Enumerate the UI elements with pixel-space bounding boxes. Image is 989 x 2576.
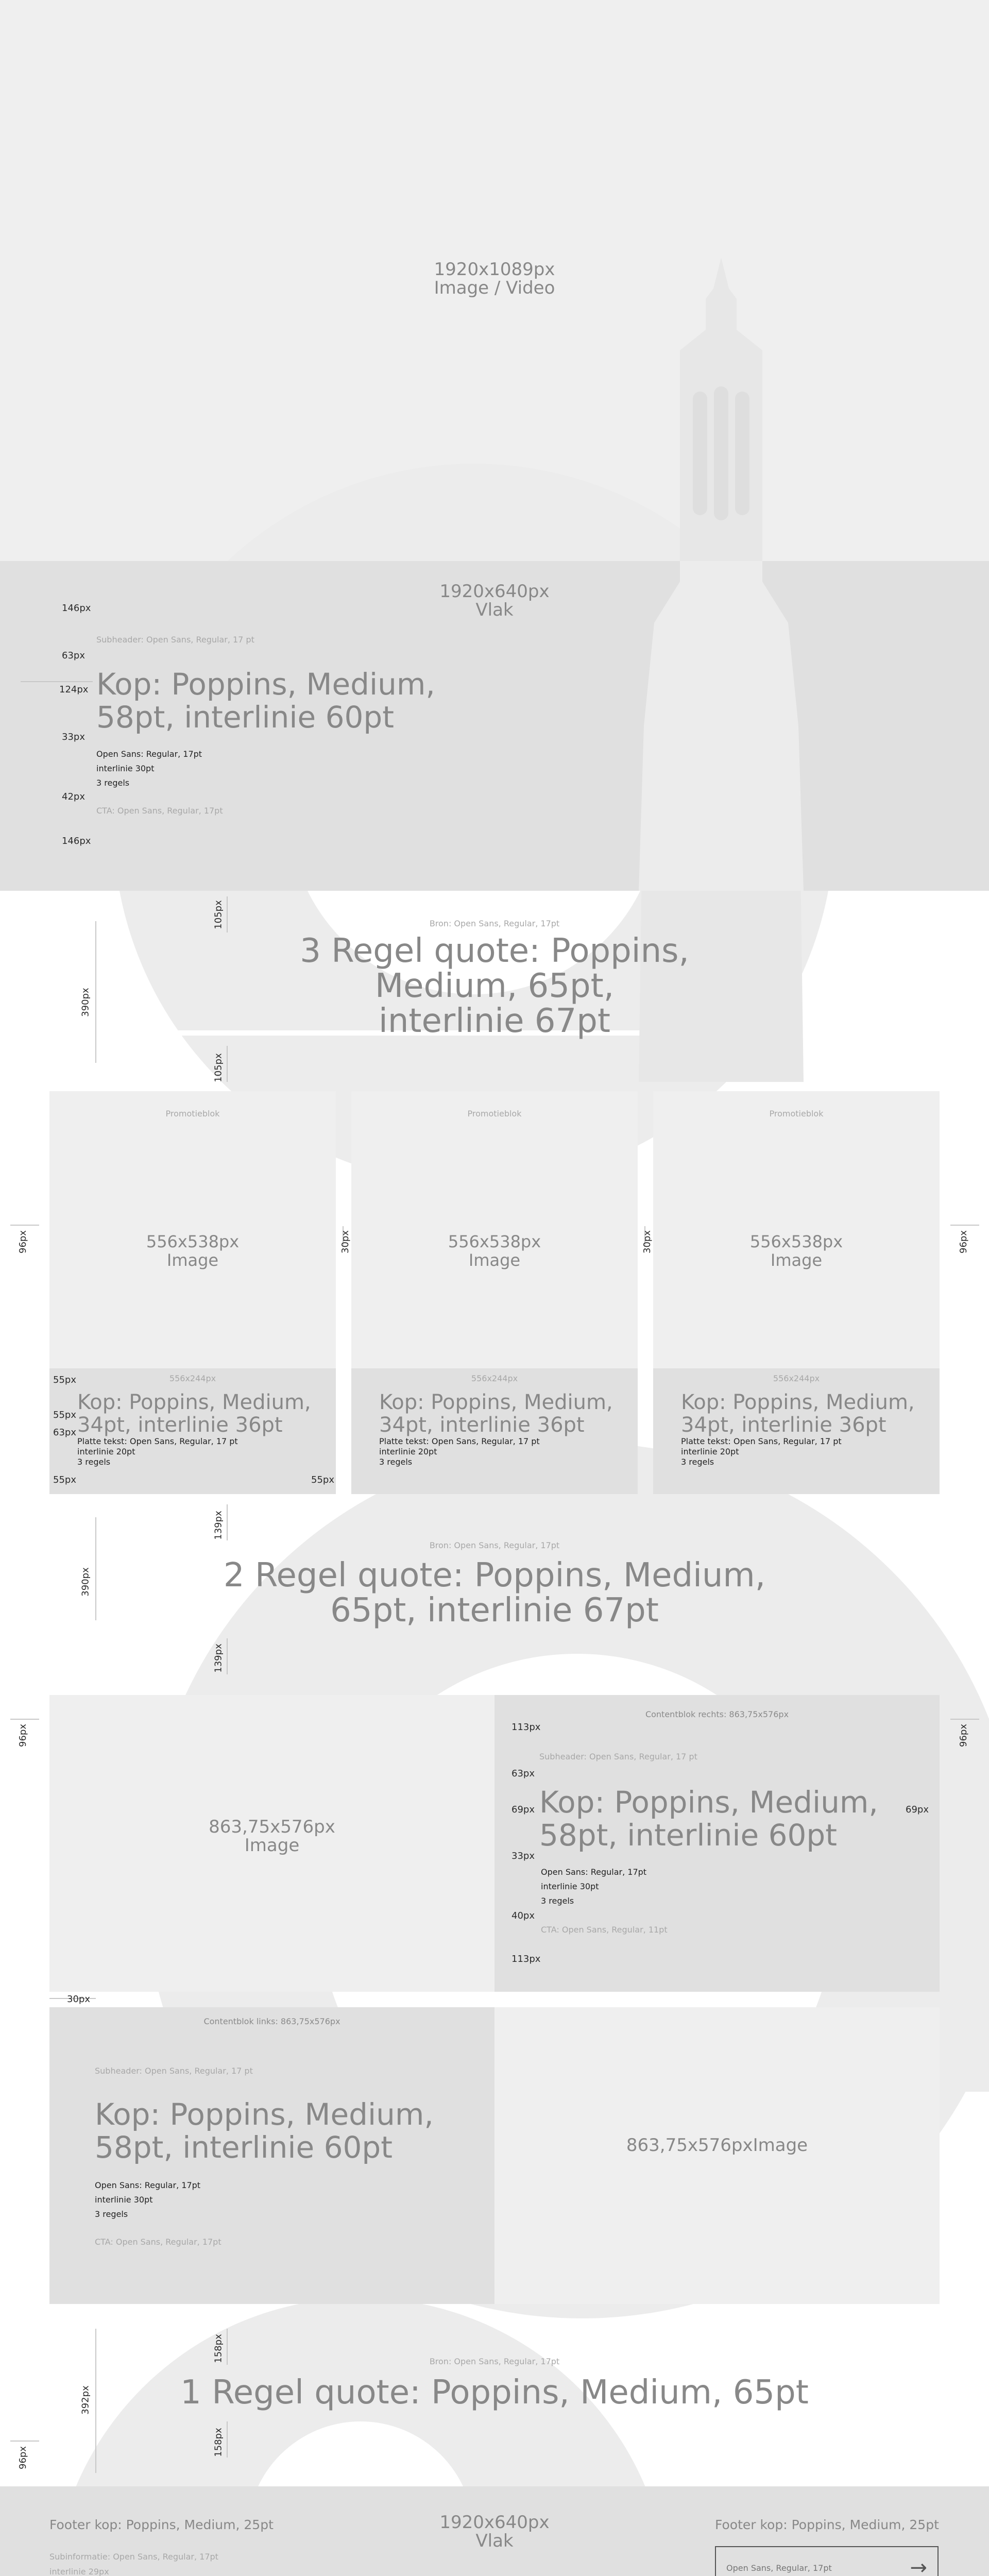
banner-body-line: 3 regels (96, 778, 130, 788)
content-right-cta[interactable]: CTA: Open Sans, Regular, 11pt (541, 1925, 668, 1935)
promo-card[interactable] (49, 1091, 336, 1368)
promo-title: Kop: Poppins, Medium, 34pt, interlinie 36pt (77, 1391, 311, 1437)
dim-label: 63px (53, 1427, 76, 1438)
promo-body (379, 1436, 540, 1467)
dim-label: 139px (213, 1643, 224, 1673)
banner-body (96, 747, 202, 790)
dim-label: 30px (339, 1230, 351, 1253)
content-left-body-line: interlinie 30pt (95, 2195, 153, 2205)
banner-label: Vlak (475, 600, 514, 620)
dim-label: 158px (213, 2334, 224, 2363)
content-right-body (541, 1865, 646, 1908)
footer-size: 1920x640px (439, 2512, 550, 2533)
dim-guide (227, 1504, 228, 1540)
dim-label: 392px (80, 2385, 91, 2415)
dim-guide (227, 2421, 228, 2458)
footer-sub: Subinformatie: Open Sans, Regular, 17pt (49, 2552, 218, 2562)
content-right-title: Kop: Poppins, Medium, 58pt, interlinie 60pt (539, 1785, 878, 1853)
footer-kop-right-1: Footer kop: Poppins, Medium, 25pt (715, 2517, 939, 2532)
content-right-subheader: Subheader: Open Sans, Regular, 17 pt (539, 1752, 697, 1761)
dim-label: 139px (213, 1511, 224, 1540)
dim-label: 33px (62, 732, 85, 742)
dim-label: 96px (958, 1230, 969, 1253)
dim-label: 63px (511, 1768, 535, 1779)
hero-size: 1920x1089px (434, 259, 555, 280)
quote1-text: 1 Regel quote: Poppins, Medium, 65pt (180, 2374, 809, 2412)
content-left-image (494, 2007, 940, 2304)
quote2-source: Bron: Open Sans, Regular, 17pt (429, 1540, 560, 1550)
tower-silhouette-overlay (618, 561, 824, 891)
dim-label: 105px (213, 900, 224, 929)
content-right-body-line: Open Sans: Regular, 17pt (541, 1867, 647, 1877)
dim-label: 96px (17, 1724, 28, 1747)
promo-body-line: interlinie 20pt (379, 1447, 437, 1456)
dim-guide (10, 2441, 39, 2442)
promo-body-line: interlinie 20pt (77, 1447, 135, 1456)
quote2-text: 2 Regel quote: Poppins, Medium, 65pt, interlinie 67pt (223, 1556, 766, 1630)
content-left-cta[interactable]: CTA: Open Sans, Regular, 17pt (95, 2237, 221, 2247)
dim-label: 146px (62, 603, 91, 614)
promo-image-label: Image (166, 1250, 219, 1270)
dim-label: 69px (906, 1804, 929, 1815)
banner-title: Kop: Poppins, Medium, 58pt, interlinie 60pt (96, 667, 435, 735)
content-left-image-label: 863,75x576pxImage (626, 2135, 808, 2156)
dim-label: 113px (511, 1954, 541, 1964)
promo-body-line: 3 regels (77, 1457, 111, 1467)
promo-text-size: 556x244px (773, 1374, 820, 1383)
promo-text-size: 556x244px (471, 1374, 518, 1383)
dim-guide (227, 1046, 228, 1082)
content-right-label: Contentblok rechts: 863,75x576px (645, 1709, 789, 1719)
dim-guide (227, 2329, 228, 2365)
content-left-label: Contentblok links: 863,75x576px (203, 2016, 340, 2026)
footer-list (49, 2549, 218, 2576)
hero-caption (391, 260, 598, 297)
banner-body-line: Open Sans: Regular, 17pt (96, 749, 202, 759)
dim-guide (227, 896, 228, 933)
footer-kop-left: Footer kop: Poppins, Medium, 25pt (49, 2517, 274, 2532)
footer-caption (391, 2513, 598, 2550)
dim-label: 96px (17, 2446, 28, 2469)
dim-label: 96px (958, 1724, 969, 1747)
promo-label: Promotieblok (769, 1109, 824, 1118)
promo-label: Promotieblok (165, 1109, 220, 1118)
newsletter-input[interactable] (726, 2563, 891, 2573)
dim-label: 55px (311, 1475, 334, 1485)
dim-guide (95, 921, 96, 1063)
promo-title: Kop: Poppins, Medium, 34pt, interlinie 36pt (681, 1391, 915, 1437)
promo-body (77, 1436, 238, 1467)
banner-caption (391, 582, 598, 619)
dim-label: 33px (511, 1851, 535, 1861)
dim-guide (95, 1517, 96, 1620)
promo-image-caption (351, 1232, 638, 1269)
dim-label: 96px (17, 1230, 28, 1253)
promo-image-size: 556x538px (448, 1232, 541, 1251)
banner-cta[interactable]: CTA: Open Sans, Regular, 17pt (96, 806, 223, 816)
promo-text-size: 556x244px (169, 1374, 216, 1383)
content-left-body (95, 2178, 200, 2222)
dim-label: 390px (80, 1567, 91, 1597)
dim-guide (21, 681, 93, 682)
dim-label: 390px (80, 988, 91, 1017)
banner-body-line: interlinie 30pt (96, 764, 155, 773)
promo-body-line: Platte tekst: Open Sans, Regular, 17 pt (379, 1436, 540, 1446)
promo-label: Promotieblok (467, 1109, 522, 1118)
dim-guide (227, 1638, 228, 1674)
content-right-body-line: interlinie 30pt (541, 1882, 599, 1891)
promo-body-line: 3 regels (379, 1457, 413, 1467)
promo-card[interactable] (653, 1091, 940, 1368)
promo-body (681, 1436, 842, 1467)
banner-subheader: Subheader: Open Sans, Regular, 17 pt (96, 635, 254, 645)
dim-label: 55px (53, 1375, 76, 1385)
dim-label: 63px (62, 650, 85, 661)
promo-body-line: Platte tekst: Open Sans, Regular, 17 pt (77, 1436, 238, 1446)
dim-label: 55px (53, 1475, 76, 1485)
promo-body-line: Platte tekst: Open Sans, Regular, 17 pt (681, 1436, 842, 1446)
dim-label: 30px (67, 1994, 90, 2005)
content-left-title: Kop: Poppins, Medium, 58pt, interlinie 60pt (95, 2097, 434, 2165)
banner-size: 1920x640px (439, 581, 550, 602)
content-left-body-line: Open Sans: Regular, 17pt (95, 2180, 201, 2190)
dim-label: 158px (213, 2428, 224, 2457)
promo-image-caption (653, 1232, 940, 1269)
hero-label: Image / Video (434, 278, 555, 298)
content-left-subheader: Subheader: Open Sans, Regular, 17 pt (95, 2066, 253, 2076)
dim-label: 55px (53, 1410, 76, 1420)
newsletter-form (715, 2546, 939, 2576)
content-right-image-label: 863,75x576px Image (209, 1817, 335, 1856)
footer-line: interlinie 29px (49, 2567, 109, 2576)
dim-guide (10, 1225, 39, 1226)
promo-body-line: interlinie 20pt (681, 1447, 739, 1456)
footer-label: Vlak (475, 2531, 514, 2551)
promo-card[interactable] (351, 1091, 638, 1368)
dim-label: 113px (511, 1722, 541, 1733)
promo-image-label: Image (770, 1250, 823, 1270)
promo-image-caption (49, 1232, 336, 1269)
quote3-text: 3 Regel quote: Poppins, Medium, 65pt, interlinie 67pt (300, 932, 689, 1040)
dim-label: 42px (62, 791, 85, 802)
content-right-body-line: 3 regels (541, 1896, 574, 1906)
dim-label: 30px (641, 1230, 653, 1253)
dim-guide (950, 1719, 979, 1720)
dim-label: 69px (511, 1804, 535, 1815)
promo-image-size: 556x538px (146, 1232, 240, 1251)
dim-guide (10, 1719, 39, 1720)
dim-label: 124px (59, 684, 89, 695)
promo-image-label: Image (468, 1250, 521, 1270)
dim-guide (950, 1225, 979, 1226)
arrow-right-icon[interactable]: → (910, 2556, 927, 2576)
content-left-body-line: 3 regels (95, 2209, 128, 2219)
promo-title: Kop: Poppins, Medium, 34pt, interlinie 36pt (379, 1391, 613, 1437)
dim-label: 146px (62, 836, 91, 846)
quote3-source: Bron: Open Sans, Regular, 17pt (429, 919, 560, 928)
dim-label: 40px (511, 1910, 535, 1921)
promo-image-size: 556x538px (749, 1232, 843, 1251)
dim-label: 105px (213, 1053, 224, 1082)
promo-body-line: 3 regels (681, 1457, 714, 1467)
quote1-source: Bron: Open Sans, Regular, 17pt (429, 2357, 560, 2366)
